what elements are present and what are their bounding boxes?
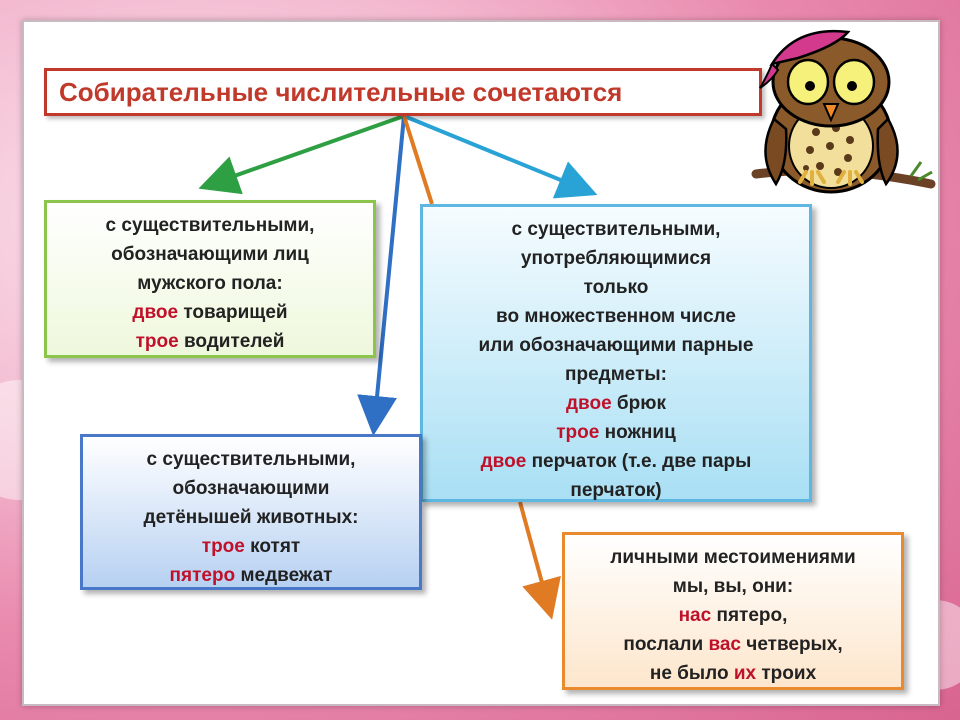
pronoun: нас [678, 605, 712, 626]
arrow-to-persons [206, 116, 404, 186]
animals-line-3: детёнышей животных: [143, 507, 359, 528]
numeral: трое [135, 331, 179, 352]
numeral: пятеро [169, 565, 236, 586]
noun: товарищей [178, 302, 288, 323]
numeral-text: троих [756, 663, 817, 684]
noun: котят [244, 536, 301, 557]
numeral: трое [556, 422, 600, 443]
pronouns-example-2 [565, 630, 901, 659]
pronouns-line-1: личными местоимениями [610, 547, 856, 568]
plural-line-2: употребляющимися [520, 248, 712, 269]
plural-line-3: только [583, 277, 649, 298]
pronouns-box [562, 532, 904, 690]
plural-example-1 [423, 389, 809, 418]
numeral-text: пятеро, [711, 605, 788, 626]
plural-line-6: предметы: [565, 364, 667, 385]
animals-box [80, 434, 422, 590]
plural-example-2 [423, 418, 809, 447]
plural-box [420, 204, 812, 502]
plural-line-4: во множественном числе [496, 306, 736, 327]
numeral: трое [201, 536, 245, 557]
arrow-to-pronouns-top [404, 116, 432, 204]
arrow-to-animals [374, 116, 404, 428]
plural-example-3-cont: перчаток) [570, 480, 662, 501]
diagram-title: Собирательные числительные сочетаются [44, 68, 762, 116]
noun: ножниц [599, 422, 676, 443]
animals-example-1 [83, 532, 419, 561]
verb-text: не было [649, 663, 734, 684]
persons-line-3: мужского пола: [137, 273, 283, 294]
plural-line-5: или обозначающими парные [478, 335, 754, 356]
arrow-to-pronouns [520, 502, 550, 612]
animals-example-2 [83, 561, 419, 590]
persons-example-2 [47, 327, 373, 356]
pronouns-example-1 [565, 601, 901, 630]
verb-text: послали [623, 634, 709, 655]
animals-line-1: с существительными, [146, 449, 356, 470]
animals-line-2: обозначающими [172, 478, 330, 499]
numeral: двое [565, 393, 612, 414]
arrow-to-plural [404, 116, 590, 192]
noun: перчаток (т.е. две пары [526, 451, 752, 472]
noun: медвежат [235, 565, 333, 586]
numeral: двое [132, 302, 179, 323]
pronoun: вас [708, 634, 742, 655]
owl-illustration [736, 24, 936, 214]
pronouns-example-3 [565, 659, 901, 688]
noun: брюк [611, 393, 667, 414]
numeral-text: четверых, [741, 634, 843, 655]
plural-line-1: с существительными, [511, 219, 721, 240]
persons-box [44, 200, 376, 358]
plural-example-3 [423, 447, 809, 476]
pronoun: их [733, 663, 757, 684]
persons-line-1: с существительными, [105, 215, 315, 236]
numeral: двое [480, 451, 527, 472]
noun: водителей [178, 331, 285, 352]
persons-line-2: обозначающими лиц [111, 244, 309, 265]
persons-example-1 [47, 298, 373, 327]
pronouns-line-2: мы, вы, они: [672, 576, 794, 597]
